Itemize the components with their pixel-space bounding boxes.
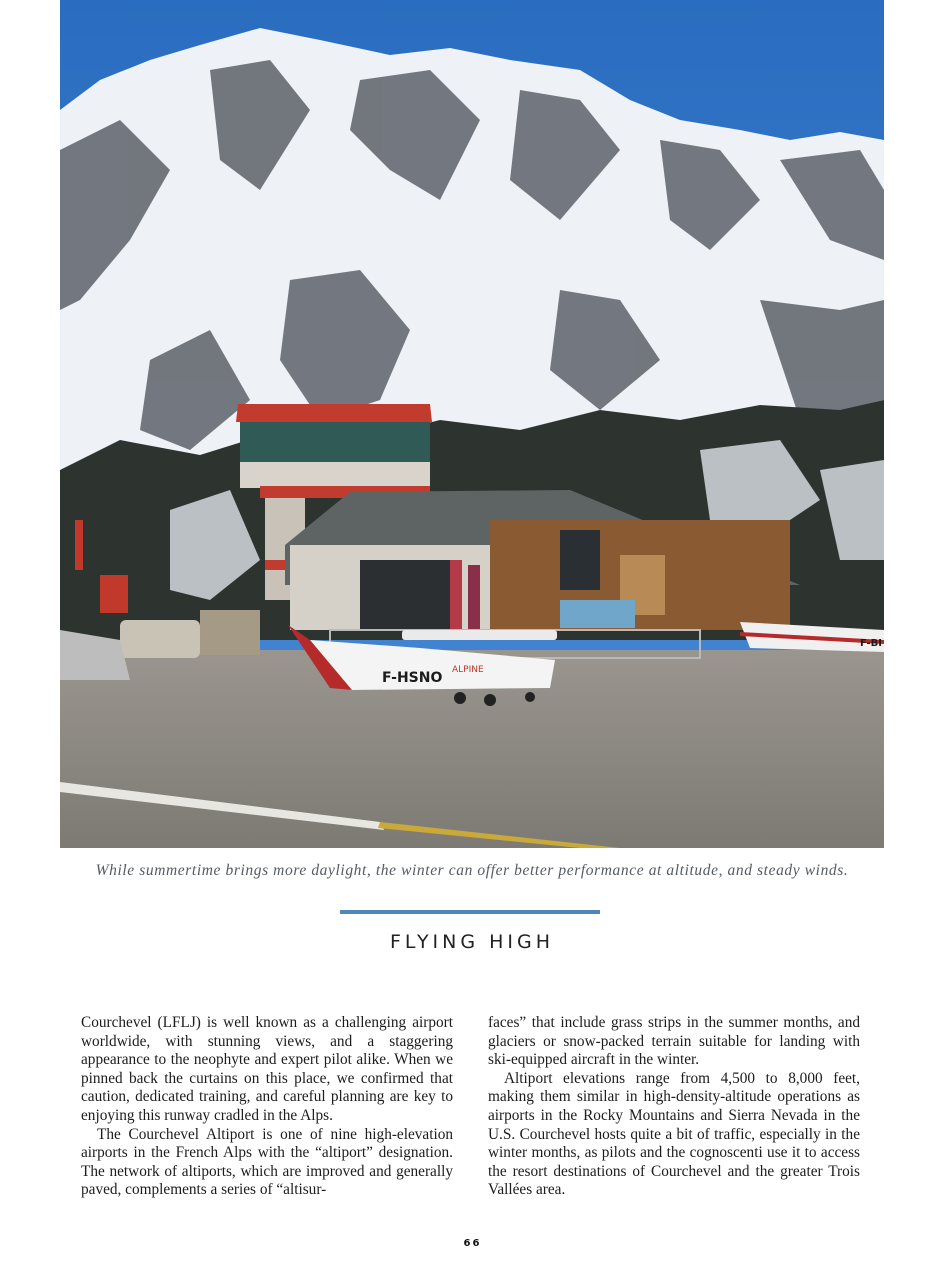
- aircraft-registration: F-HSNO: [382, 670, 443, 686]
- section-heading: FLYING HIGH: [389, 931, 555, 953]
- section-rule: [340, 910, 600, 914]
- second-aircraft-registration: F-BI: [860, 638, 883, 649]
- article-paragraph: faces” that include grass strips in the summer months, and glaciers or snow-packed terrain suitable for landing with ski-equipped aircraft in the winter.: [488, 1014, 860, 1069]
- article-column-left: [81, 1014, 453, 1200]
- article-paragraph: The Courchevel Altiport is one of nine high-elevation airports in the French Alps with the “altiport” designation. The network of altiports, which are improved and generally paved, complements a series of “altisur-: [81, 1125, 453, 1199]
- article-column-right: [488, 1014, 860, 1200]
- photo-caption: While summertime brings more daylight, the winter can offer better performance at altitude, and steady winds.: [95, 862, 849, 879]
- aircraft-livery: ALPINE: [452, 665, 484, 675]
- airport-photo: [60, 0, 884, 848]
- article-paragraph: Altiport elevations range from 4,500 to 8,000 feet, making them similar in high-density-altitude operations as airports in the Rocky Mountains and Sierra Nevada in the U.S. Courchevel hosts quite a bit of traffic, especially in the winter months, as pilots and the cognoscenti use it to access the resort destinations of Courchevel and the greater Trois Vallées area.: [488, 1069, 860, 1199]
- article-paragraph: Courchevel (LFLJ) is well known as a challenging airport worldwide, with stunning views, and a staggering appearance to the neophyte and expert pilot alike. When we pinned back the curtains on this place, we confirmed that caution, dedicated training, and careful planning are key to enjoying this runway cradled in the Alps.: [81, 1014, 453, 1124]
- page-number: 66: [463, 1238, 482, 1249]
